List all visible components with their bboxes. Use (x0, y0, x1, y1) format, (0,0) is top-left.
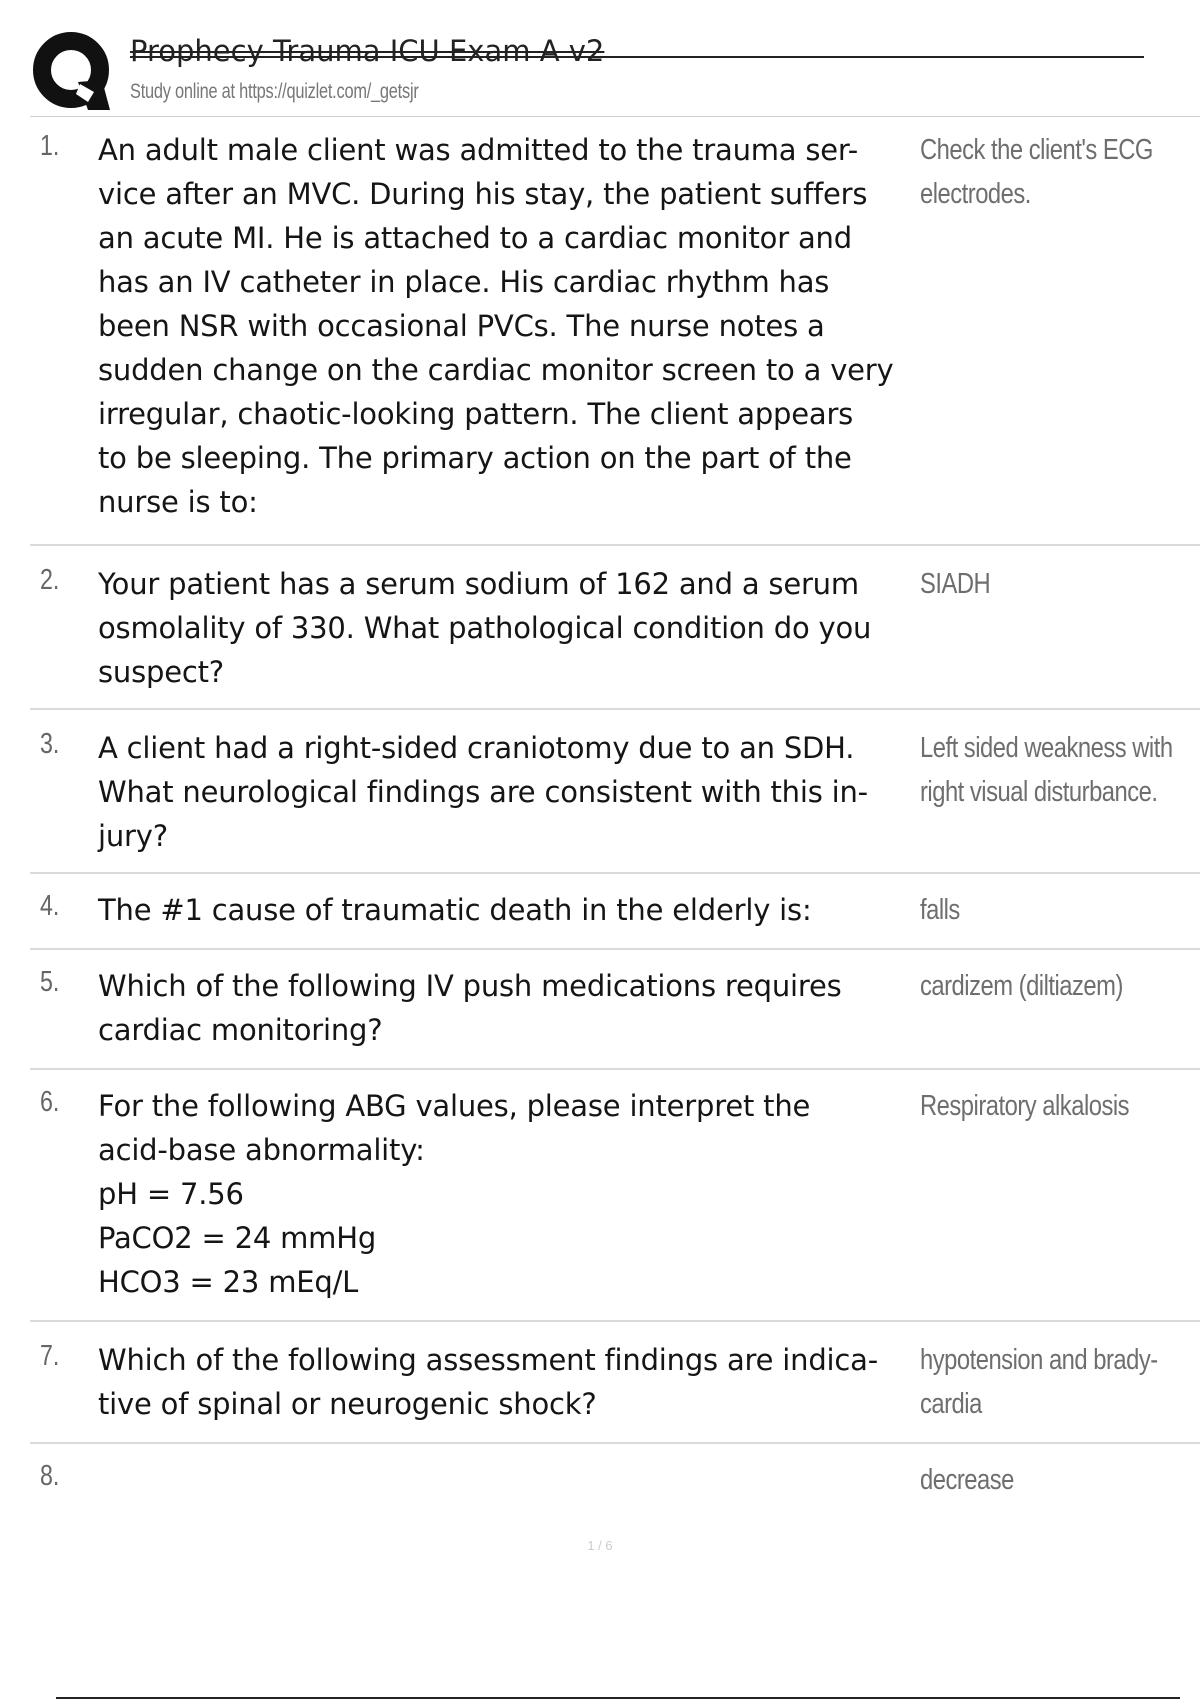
card-number: 6. (40, 1086, 60, 1118)
question-line: pH = 7.56 (98, 1177, 244, 1211)
question-line: What neurological findings are consistent with this in- (98, 775, 868, 809)
flashcard-list (30, 118, 1200, 1520)
title-rule (130, 56, 1144, 58)
card-answer (920, 1338, 1200, 1426)
card-question (98, 964, 948, 1052)
flashcard-row (30, 710, 1200, 874)
question-line: Which of the following assessment findings are indica- (98, 1343, 878, 1377)
card-question (98, 562, 948, 694)
card-number: 5. (40, 966, 60, 998)
question-line: to be sleeping. The primary action on the part of the (98, 441, 852, 475)
card-number: 7. (40, 1340, 60, 1372)
question-line: For the following ABG values, please interpret the (98, 1089, 811, 1123)
page-number: 1 / 6 (587, 1538, 613, 1553)
question-line: vice after an MVC. During his stay, the patient suffers (98, 177, 868, 211)
question-line: irregular, chaotic-looking pattern. The client appears (98, 397, 854, 431)
card-number: 2. (40, 564, 60, 596)
card-answer (920, 888, 1200, 932)
flashcard-row (30, 874, 1200, 950)
page-title: Prophecy Trauma ICU Exam A v2 (130, 34, 605, 68)
flashcard-row (30, 118, 1200, 546)
card-question (98, 1084, 948, 1304)
question-line: PaCO2 = 24 mmHg (98, 1221, 377, 1255)
flashcard-row (30, 950, 1200, 1070)
question-line: Your patient has a serum sodium of 162 and a serum (98, 567, 859, 601)
flashcard-row (30, 1444, 1200, 1520)
answer-line: decrease (920, 1464, 1014, 1496)
answer-line: Respiratory alkalosis (920, 1090, 1130, 1122)
question-line: jury? (98, 819, 168, 853)
question-line: osmolality of 330. What pathological condition do you (98, 611, 872, 645)
card-number: 8. (40, 1460, 60, 1492)
flashcard-row (30, 1070, 1200, 1322)
card-question (98, 888, 948, 932)
quizlet-q-logo-icon (30, 30, 112, 112)
question-line: HCO3 = 23 mEq/L (98, 1265, 359, 1299)
card-number: 3. (40, 728, 60, 760)
question-line: sudden change on the cardiac monitor screen to a very (98, 353, 894, 387)
flashcard-row (30, 1322, 1200, 1444)
study-online-link[interactable]: Study online at https://quizlet.com/_getsjr (130, 80, 419, 103)
question-line: Which of the following IV push medications requires (98, 969, 842, 1003)
header-divider (30, 116, 1200, 117)
question-line: acid-base abnormality: (98, 1133, 425, 1167)
question-line: An adult male client was admitted to the trauma ser- (98, 133, 859, 167)
question-line: cardiac monitoring? (98, 1013, 383, 1047)
question-line: nurse is to: (98, 485, 258, 519)
answer-line: SIADH (920, 568, 991, 600)
question-line: A client had a right-sided craniotomy due to an SDH. (98, 731, 855, 765)
answer-line: Check the client's ECG (920, 134, 1153, 166)
card-number: 4. (40, 890, 60, 922)
flashcard-row (30, 546, 1200, 710)
answer-line: cardizem (diltiazem) (920, 970, 1123, 1002)
card-question (98, 128, 948, 524)
answer-line: cardia (920, 1388, 982, 1420)
question-line: The #1 cause of traumatic death in the elderly is: (98, 893, 812, 927)
card-answer (920, 964, 1200, 1008)
card-answer (920, 726, 1200, 814)
card-answer (920, 1084, 1200, 1128)
question-line: tive of spinal or neurogenic shock? (98, 1387, 597, 1421)
card-answer (920, 562, 1200, 606)
answer-line: electrodes. (920, 178, 1031, 210)
page-header (0, 0, 1200, 118)
answer-line: right visual disturbance. (920, 776, 1158, 808)
answer-line: hypotension and brady- (920, 1344, 1158, 1376)
question-line: an acute MI. He is attached to a cardiac monitor and (98, 221, 852, 255)
card-question (98, 1338, 948, 1426)
card-question (98, 726, 948, 858)
question-line: suspect? (98, 655, 224, 689)
card-number: 1. (40, 130, 60, 162)
card-answer (920, 1458, 1200, 1502)
question-line: has an IV catheter in place. His cardiac rhythm has (98, 265, 830, 299)
question-line: been NSR with occasional PVCs. The nurse notes a (98, 309, 825, 343)
answer-line: Left sided weakness with (920, 732, 1173, 764)
answer-line: falls (920, 894, 960, 926)
bottom-divider (56, 1697, 1180, 1699)
card-answer (920, 128, 1200, 216)
